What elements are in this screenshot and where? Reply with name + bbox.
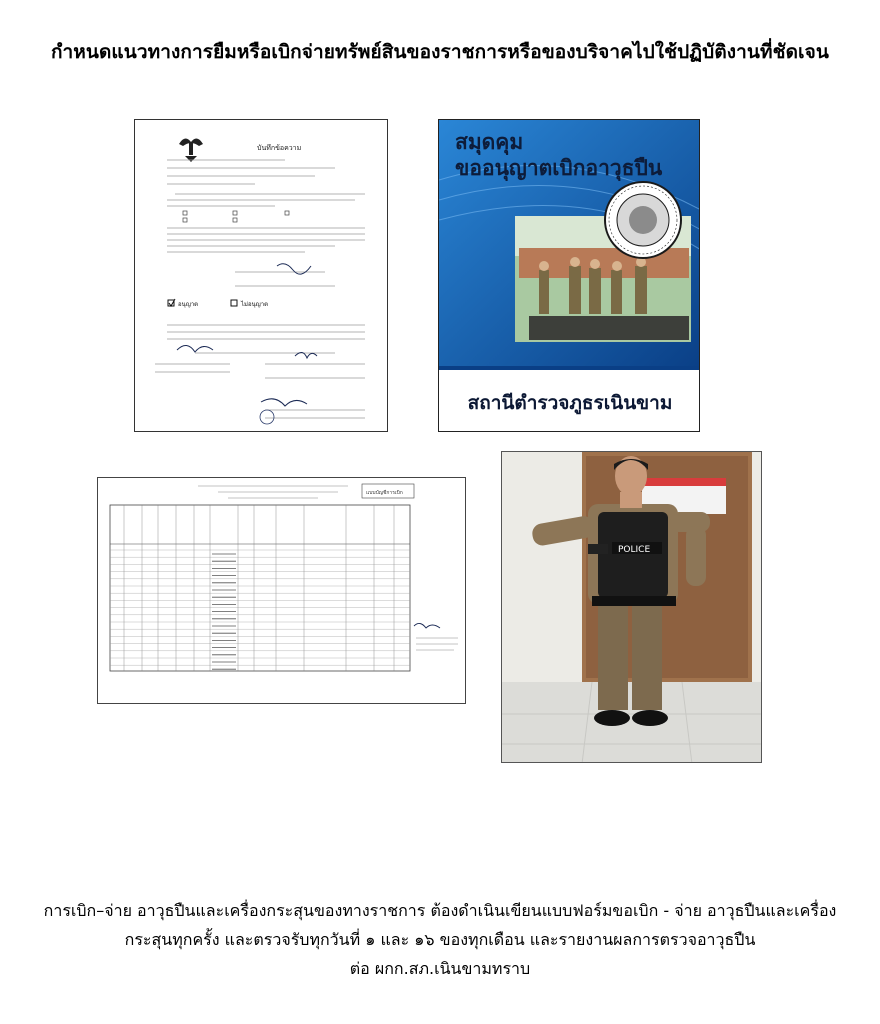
ledger-table-drawing (98, 478, 466, 704)
caption-line-2: กระสุนทุกครั้ง และตรวจรับทุกวันที่ ๑ และ ๑๖ ของทุกเดือน และรายงานผลการตรวจอาวุธปืน (124, 930, 756, 949)
caption-line-1: การเบิก–จ่าย อาวุธปืนและเครื่องกระสุนของทางราชการ ต้องดำเนินเขียนแบบฟอร์มขอเบิก - จ่าย อาวุธปืนและเครื่อง (43, 901, 837, 920)
deny-label: ไม่อนุญาต (241, 301, 269, 308)
memo-form-image (134, 119, 388, 432)
ledger-table-image (97, 477, 466, 704)
deny-checkbox (231, 300, 237, 306)
manual-title-line1: สมุดคุม (455, 130, 524, 154)
memo-heading: บันทึกข้อความ (257, 144, 302, 152)
ledger-stamp-label: แบบบัญชีการเบิก (366, 490, 403, 496)
approve-label: อนุญาต (178, 301, 199, 308)
memo-form-drawing (135, 120, 388, 432)
manual-cover-image (438, 119, 700, 432)
garuda-emblem-icon (179, 138, 203, 162)
officer-photo-drawing (502, 452, 762, 763)
police-seal-icon (605, 182, 681, 258)
officer-photo (501, 451, 762, 763)
caption-line-3: ต่อ ผกก.สภ.เนินขามทราบ (349, 959, 531, 978)
page-title: กำหนดแนวทางการยืมหรือเบิกจ่ายทรัพย์สินของราชการหรือของบริจาคไปใช้ปฏิบัติงานที่ชัดเจน (51, 41, 829, 63)
page-caption (10, 896, 870, 983)
manual-title-line2: ขออนุญาตเบิกอาวุธปืน (455, 156, 663, 180)
vest-label: POLICE (618, 545, 651, 555)
manual-station-name: สถานีตำรวจภูธรเนินขาม (467, 392, 673, 414)
